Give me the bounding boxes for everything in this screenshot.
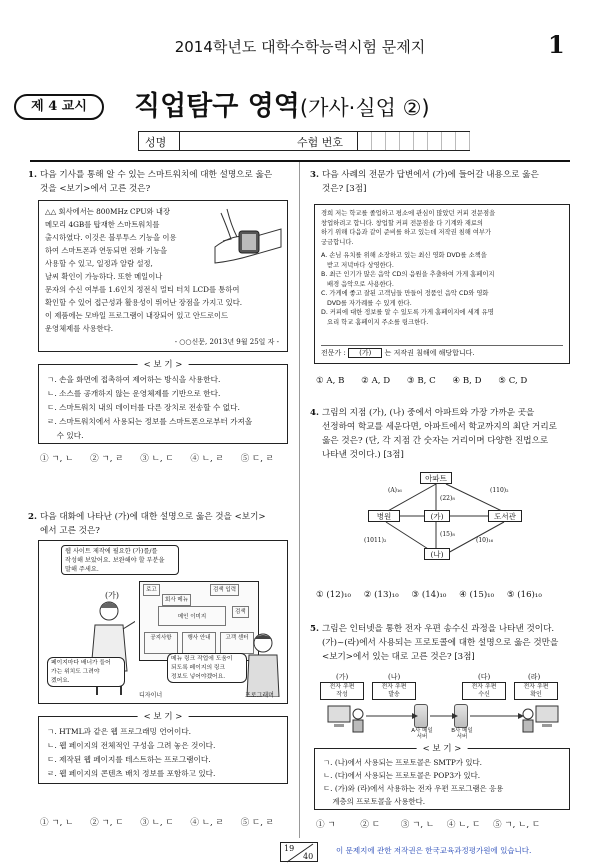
- node-library: 도서관: [488, 510, 522, 522]
- session-badge: 제 4 교시: [14, 94, 104, 120]
- page-number-box: [280, 842, 318, 862]
- choice-4[interactable]: ④ ㄴ, ㄹ: [190, 454, 224, 464]
- q2-stem-line: 다음 대화에 나타난 (가)에 대한 설명으로 옳은 것을 <보기>: [40, 512, 266, 522]
- bogi-item: ㄷ. 제작된 웹 페이지를 테스트하는 프로그램이다.: [47, 755, 211, 764]
- speech-bubble-right: [167, 653, 247, 683]
- q1-bogi: [38, 360, 288, 444]
- bubble-line: 정보도 넣어야겠어요.: [171, 674, 226, 680]
- server-a-label: A사 메일 서버: [411, 728, 433, 740]
- q4-stem-line: 그림의 지점 (가), (나) 중에서 아파트와 가장 가까운 곳을: [322, 408, 535, 418]
- q1-stem: [28, 168, 292, 196]
- q3-choices: [316, 374, 576, 388]
- bogi-item: ㄴ. (다)에서 사용되는 프로토콜은 POP3가 있다.: [323, 771, 481, 780]
- case-option-d: D. 커피에 대한 정보를 알 수 있도록 가게 홈페이지에 세계 유명 요리 학교 홈페이지 주소를 링크한다.: [321, 309, 494, 326]
- case-line: 하기 위해 다음과 같이 준비를 하고 있는데 저작권 침해 여부가: [321, 229, 492, 236]
- bogi-item: ㄹ. 웹 페이지의 콘텐츠 배치 정보를 포함하고 있다.: [47, 769, 216, 778]
- q5-stem-line: 그림은 인터넷을 통한 전자 우편 송수신 과정을 나타낸 것이다.: [322, 624, 555, 634]
- copyright-notice: 이 문제지에 관한 저작권은 한국교육과정평가원에 있습니다.: [336, 846, 532, 855]
- column-divider: [299, 162, 300, 838]
- bogi-item: ㄴ. 소스를 공개하지 않는 운영체제를 기반으로 한다.: [47, 389, 221, 398]
- bogi-title: < 보 기 >: [417, 742, 468, 754]
- bogi-item: ㄱ. (나)에서 사용되는 프로토콜은 SMTP가 있다.: [323, 758, 482, 767]
- graph-edges: [350, 472, 560, 572]
- designer-label: 디자이너: [139, 692, 163, 699]
- choice-2[interactable]: ② (13)₁₀: [363, 590, 399, 600]
- bogi-item: ㄴ. 웹 페이지의 전체적인 구성을 그려 놓은 것이다.: [47, 741, 216, 750]
- bogi-title: < 보 기 >: [138, 358, 189, 370]
- bogi-item: ㄷ. (가)와 (라)에서 사용하는 전자 우편 프로그램은 응용: [323, 784, 504, 793]
- choice-4[interactable]: ④ B, D: [452, 376, 482, 386]
- subject-main: 직업탐구 영역: [134, 91, 300, 122]
- node-hospital: 병원: [368, 510, 400, 522]
- wf-search: 검색: [232, 606, 249, 618]
- edge-label: (A)₁₆: [388, 487, 402, 494]
- wf-main-image: 메인 이미지: [158, 606, 226, 626]
- subject-paren: (가사·실업 ②): [299, 96, 430, 120]
- choice-2[interactable]: ② ㄷ: [360, 820, 381, 830]
- q1-stem-line: 것을 <보기>에서 고른 것은?: [40, 184, 151, 194]
- header-rule: [30, 160, 570, 162]
- q2-illustration: [38, 540, 288, 704]
- choice-1[interactable]: ① ㄱ, ㄴ: [40, 454, 74, 464]
- step-receive: 전자 우편 수신: [462, 682, 506, 700]
- bubble-line: 페이지마다 배너가 들어: [51, 660, 111, 666]
- article-line: 메모리 4GB를 탑재한 스마트워치를: [45, 220, 160, 229]
- case-divider: [321, 345, 563, 346]
- wf-menu: 회사 메뉴: [162, 594, 191, 606]
- label-na: (나): [388, 673, 401, 681]
- q1-number: 1.: [28, 170, 37, 180]
- subject-title: [134, 84, 430, 123]
- step-send: 전자 우편 발송: [372, 682, 416, 700]
- bubble-line: 웹 사이트 제작에 필요한 (가)를/를: [65, 548, 158, 555]
- choice-3[interactable]: ③ ㄱ, ㄴ: [400, 820, 435, 830]
- bogi-item: ㄷ. 스마트워치 내의 데이터를 다른 장치로 전송할 수 없다.: [47, 403, 240, 412]
- q5-stem: [310, 622, 578, 664]
- bubble-line: 작성해 보았어요. 보완해야 할 부분을: [65, 557, 165, 564]
- q4-stem-line: 나타낸 것이다.) [3점]: [322, 450, 404, 460]
- choice-1[interactable]: ① ㄱ, ㄴ: [40, 818, 74, 828]
- info-row: [138, 131, 470, 151]
- case-line: 궁금합니다.: [321, 238, 354, 246]
- q3-stem-line: 것은? [3점]: [322, 184, 367, 194]
- q5-bogi: [314, 744, 570, 810]
- q1-article: [38, 200, 288, 352]
- choice-4[interactable]: ④ ㄴ, ㄹ: [190, 818, 224, 828]
- expert-answer: 전문가 : (가) 는 저작권 침해에 해당합니다.: [321, 349, 475, 357]
- q5-stem-line: (가)~(라)에서 사용되는 프로토콜에 대한 설명으로 옳은 것만을: [322, 638, 559, 648]
- choice-4[interactable]: ④ (15)₁₀: [459, 590, 495, 600]
- article-line: 이 제품에는 모바일 프로그램이 내장되어 있고 안드로이드: [45, 311, 229, 320]
- step-check: 전자 우편 확인: [514, 682, 558, 700]
- choice-2[interactable]: ② ㄱ, ㄹ: [90, 454, 124, 464]
- id-label: 수험 번호: [297, 136, 344, 149]
- bubble-line: 말해 주세요.: [65, 566, 99, 573]
- label-da: (다): [478, 673, 491, 681]
- node-apartment: 아파트: [420, 472, 452, 484]
- ga-label: (가): [105, 591, 119, 600]
- choice-2[interactable]: ② A, D: [361, 376, 391, 386]
- edge-label: (15)₈: [440, 531, 455, 538]
- q5-choices: [316, 818, 578, 832]
- q3-case-box: [314, 204, 570, 364]
- bubble-line: 겠어요.: [51, 678, 70, 684]
- wf-customer: 고객 센터: [220, 632, 254, 654]
- q4-choices: [316, 588, 578, 602]
- q5-number: 5.: [310, 624, 319, 634]
- q3-stem-line: 다음 사례의 전문가 답변에서 (가)에 들어갈 내용으로 옳은: [322, 170, 539, 180]
- choice-5[interactable]: ⑤ (16)₁₀: [506, 590, 542, 600]
- answer-blank: (가): [348, 348, 382, 358]
- server-b-label: B사 메일 서버: [451, 728, 473, 740]
- case-option-a: A. 손님 유치를 위해 소장하고 있는 최신 영화 DVD를 소책을 받고 저녁마다 상영한다.: [321, 252, 487, 269]
- q2-stem-line: 에서 고른 것은?: [40, 526, 100, 536]
- bubble-line: 되도록 페이지의 링크: [171, 665, 226, 671]
- edge-label: (1011)₂: [364, 537, 387, 544]
- article-line: 하여 스마트폰과 연동되면 전화 기능을: [45, 246, 168, 255]
- bogi-item: 수 있다.: [47, 431, 84, 440]
- q3-stem: [310, 168, 574, 196]
- step-compose: 전자 우편 작성: [320, 682, 364, 700]
- q4-stem-line: 옳은 것은? (단, 각 지점 간 숫자는 거리이며 다양한 진법으로: [322, 436, 549, 446]
- bubble-line: 메뉴 링크 작업에 도움이: [171, 656, 233, 662]
- page-current: 19: [284, 844, 295, 853]
- choice-2[interactable]: ② ㄱ, ㄷ: [90, 818, 124, 828]
- exam-title: 2014학년도 대학수학능력시험 문제지: [174, 38, 426, 56]
- case-option-c: C. 가게에 좋고 잘된 고객님들 만들어 정품인 음악 CD와 영화 DVD를 자가례를 수 있게 한다.: [321, 290, 489, 307]
- wf-notice: 공지사항: [144, 632, 178, 654]
- choice-1[interactable]: ① (12)₁₀: [316, 590, 351, 600]
- q4-stem: [310, 406, 578, 462]
- q4-number: 4.: [310, 408, 319, 418]
- edge-label: (110)₂: [490, 487, 509, 494]
- q1-stem-line: 다음 기사를 통해 알 수 있는 스마트워치에 대한 설명으로 옳은: [40, 170, 273, 180]
- wf-logo: 로고: [143, 584, 160, 596]
- smartwatch-illustration: [213, 207, 283, 271]
- case-option-b: B. 최근 인기가 많은 음악 CD의 음원을 추출하여 가게 홈페이지 배경 음악으로 사용한다.: [321, 271, 495, 288]
- bogi-item: 계층의 프로토콜을 사용한다.: [323, 797, 426, 806]
- article-line: △△ 회사에서는 800MHz CPU와 내장: [45, 207, 171, 216]
- choice-4[interactable]: ④ ㄴ, ㄷ: [446, 820, 481, 830]
- article-line: 문자의 수신 여부를 1.6인치 정전식 멀티 터치 LCD를 통하여: [45, 285, 240, 294]
- choice-3[interactable]: ③ ㄴ, ㄷ: [140, 454, 174, 464]
- q1-choices: [40, 452, 296, 466]
- bubble-line: 가는 위치도 그려야: [51, 669, 100, 675]
- bogi-item: ㄱ. 손을 화면에 접촉하여 제어하는 방식을 사용한다.: [47, 375, 221, 384]
- node-ga: (가): [424, 510, 450, 522]
- article-source: - ○○신문, 2013년 9월 25일 자 -: [174, 338, 279, 346]
- choice-3[interactable]: ③ (14)₁₀: [411, 590, 447, 600]
- wf-search-input: 검색 입력: [210, 584, 239, 596]
- q2-choices: [40, 816, 296, 830]
- edge-label: (10)₁₆: [476, 537, 494, 544]
- bogi-item: ㄱ. HTML과 같은 웹 프로그래밍 언어이다.: [47, 727, 192, 736]
- bogi-title: < 보 기 >: [138, 710, 189, 722]
- article-line: 출시하였다. 이것은 블루투스 기능을 이용: [45, 233, 177, 242]
- q2-number: 2.: [28, 512, 37, 522]
- id-field[interactable]: [357, 132, 470, 150]
- choice-5[interactable]: ⑤ ㄱ, ㄴ, ㄷ: [493, 820, 541, 830]
- choice-1[interactable]: ① ㄱ: [316, 820, 336, 830]
- q5-stem-line: <보기>에서 있는 대로 고른 것은? [3점]: [322, 652, 475, 662]
- label-ra: (라): [528, 673, 541, 681]
- mail-flow-arrows: [314, 672, 570, 738]
- q3-number: 3.: [310, 170, 319, 180]
- name-field[interactable]: [179, 132, 291, 150]
- case-line: 경희 저는 학교를 졸업하고 평소에 관심이 많았던 커피 전문점을: [321, 210, 496, 217]
- q4-graph: [350, 472, 560, 572]
- choice-5[interactable]: ⑤ ㄷ, ㄹ: [240, 818, 274, 828]
- page-label: 1: [548, 30, 565, 59]
- article-line: 날씨 확인이 가능하다. 또한 메일이나: [45, 272, 163, 281]
- q5-diagram: [314, 672, 570, 738]
- edge-label: (22)₈: [440, 495, 455, 502]
- article-line: 사용할 수 있고, 일정과 알람 설정,: [45, 259, 153, 268]
- name-label: 성명: [145, 136, 167, 149]
- label-ga: (가): [336, 673, 349, 681]
- q4-stem-line: 선정하여 학교를 세운다면, 아파트에서 학교까지의 최단 거리로: [322, 422, 557, 432]
- choice-3[interactable]: ③ ㄴ, ㄷ: [140, 818, 174, 828]
- bogi-item: ㄹ. 스마트워치에서 사용되는 정보를 스마트폰으로부터 가져올: [47, 417, 253, 426]
- page-total: 40: [303, 852, 314, 861]
- case-line: 창업하려고 합니다. 창업할 커피 전문점을 다 기계와 재료의: [321, 219, 483, 227]
- choice-5[interactable]: ⑤ ㄷ, ㄹ: [240, 454, 274, 464]
- speech-bubble-designer: [61, 545, 179, 575]
- choice-1[interactable]: ① A, B: [316, 376, 345, 386]
- choice-3[interactable]: ③ B, C: [406, 376, 436, 386]
- speech-bubble-left: [47, 657, 125, 687]
- q2-stem: [28, 510, 292, 538]
- wf-event: 행사 안내: [182, 632, 216, 654]
- choice-5[interactable]: ⑤ C, D: [498, 376, 528, 386]
- article-line: 운영체제를 사용한다.: [45, 324, 114, 333]
- article-line: 확인할 수 있어 접근성과 활용성이 뛰어난 장점을 가지고 있다.: [45, 298, 243, 307]
- q2-bogi: [38, 712, 288, 784]
- node-na: (나): [424, 548, 450, 560]
- programmer-label: 프로그래머: [245, 692, 274, 699]
